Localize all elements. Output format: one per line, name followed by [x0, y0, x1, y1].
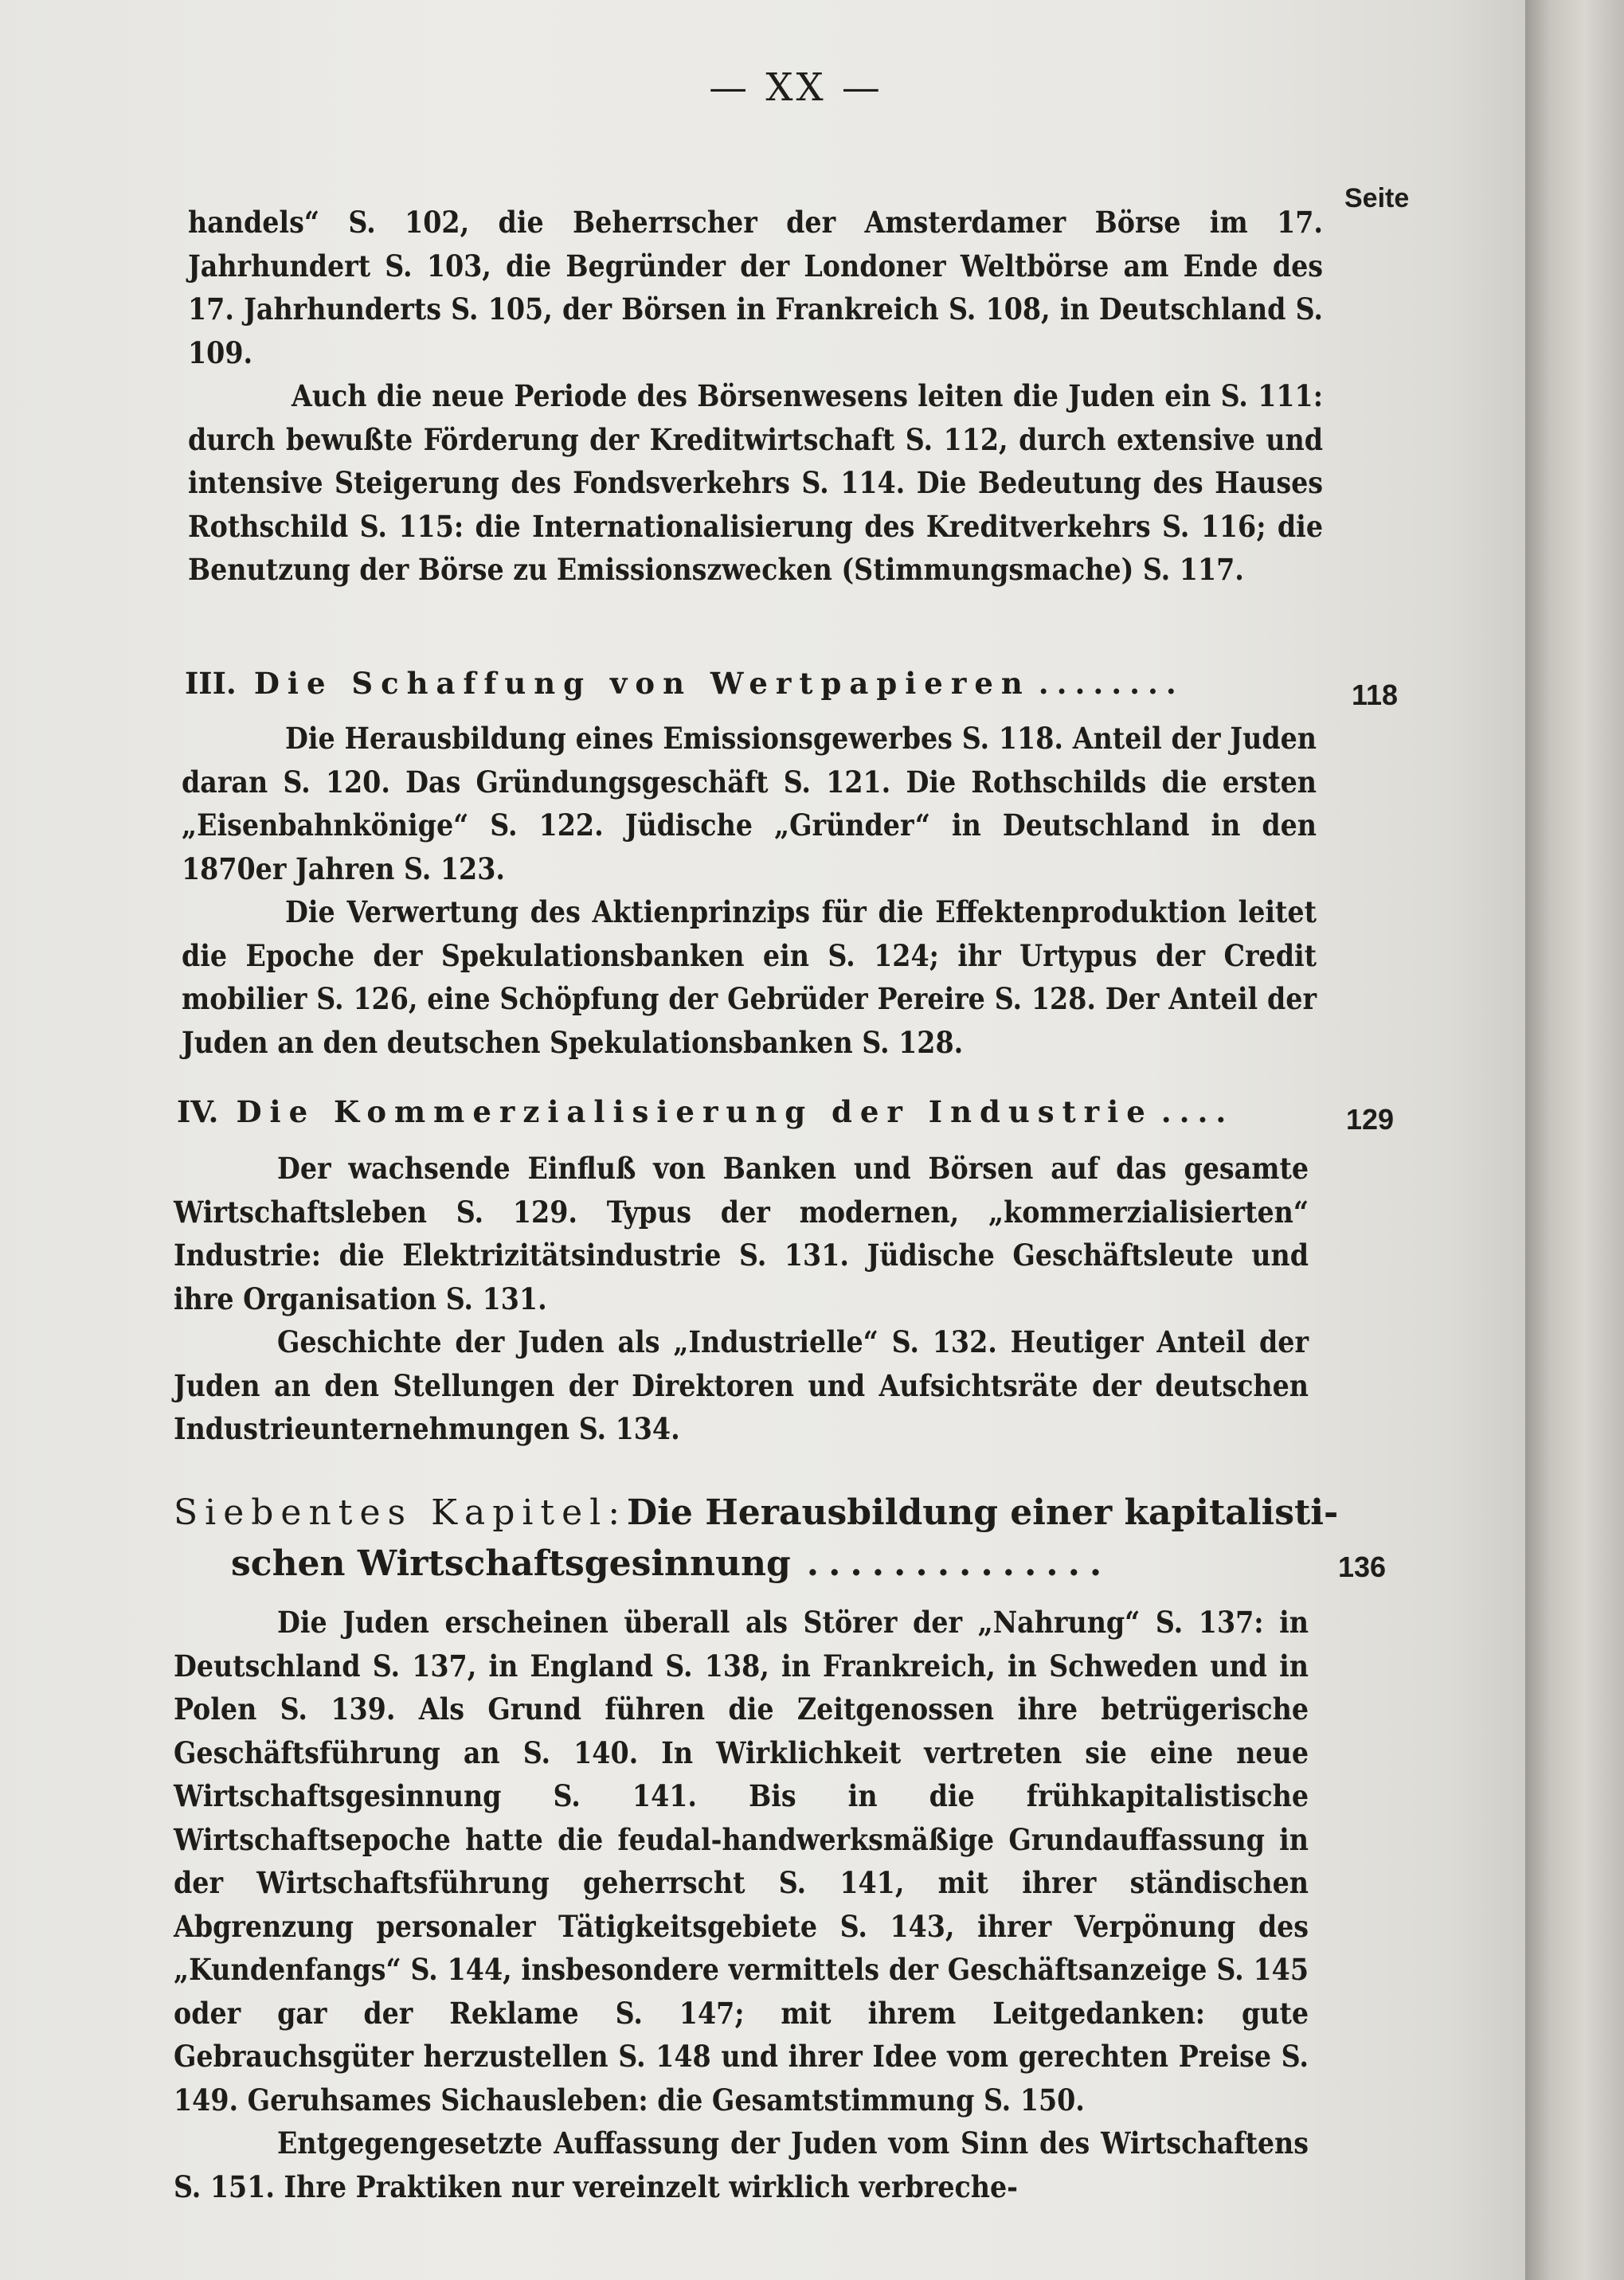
intro-paragraph-2: Auch die neue Periode des Börsenwesens leiten die Juden ein S. 111: durch bewußte Förderung der Kreditwirtschaft S. 112, durch extensive und intensive Steigerung des Fondsverkehrs S. 114. Die Bedeutung des Hauses Rothschild S. 115: die Internationalisierung des Kreditverkehrs S. 116; die Benutzung der Börse zu Emissionszwecken (Stimmungsmache) S. 117. — [188, 378, 1323, 587]
section-3-paragraph-2: Die Verwertung des Aktienprinzips für die Effektenproduktion leitet die Epoche der Spekulationsbanken ein S. 124; ihr Urtypus der Credit mobilier S. 126, eine Schöpfung der Gebrüder Pereire S. 128. Der Anteil der Juden an den deutschen Spekulationsbanken S. 128. — [182, 894, 1317, 1060]
section-3-heading — [185, 666, 1316, 701]
chapter-label: Siebentes Kapitel: — [174, 1492, 628, 1533]
section-4-page-number: 129 — [1346, 1103, 1395, 1136]
section-3-leader-dots: ........ — [1038, 666, 1184, 701]
chapter-body — [174, 1601, 1309, 2208]
chapter-heading — [174, 1488, 1339, 1590]
chapter-title-line-1: Die Herausbildung einer kapitalisti- — [627, 1492, 1339, 1533]
section-4-paragraph-2: Geschichte der Juden als „Industrielle“ S. 132. Heutiger Anteil der Juden an den Stellungen der Direktoren und Aufsichtsräte der deutschen Industrieunternehmungen S. 134. — [174, 1324, 1309, 1446]
chapter-paragraph-2: Entgegengesetzte Auffassung der Juden vom Sinn des Wirtschaftens S. 151. Ihre Praktiken nur vereinzelt wirklich verbreche- — [174, 2126, 1309, 2204]
section-3-page-number: 118 — [1352, 679, 1399, 711]
chapter-page-number: 136 — [1338, 1551, 1387, 1583]
chapter-paragraph-1: Die Juden erscheinen überall als Störer der „Nahrung“ S. 137: in Deutschland S. 137, in England S. 138, in Frankreich, in Schweden und in Polen S. 139. Als Grund führen die Zeitgenossen ihre betrügerische Geschäftsführung an S. 140. In Wirklichkeit vertreten sie eine neue Wirtschaftsgesinnung S. 141. Bis in die frühkapitalistische Wirtschaftsepoche hatte die feudal-handwerksmäßige Grundauffassung in der Wirtschaftsführung geherrscht S. 141, mit ihrer ständischen Abgrenzung personaler Tätigkeitsgebiete S. 143, ihrer Verpönung des „Kundenfangs“ S. 144, insbesondere vermittels der Geschäftsanzeige S. 145 oder gar der Reklame S. 147; mit ihrem Leitgedanken: gute Gebrauchsgüter herzustellen S. 148 und ihrer Idee vom gerechten Preise S. 149. Geruhsames Sichausleben: die Gesamtstimmung S. 150. — [174, 1605, 1309, 2118]
next-page-edge — [1525, 0, 1624, 2280]
section-4-numeral: IV. — [177, 1094, 219, 1129]
section-4-paragraph-1: Der wachsende Einfluß von Banken und Börsen auf das gesamte Wirtschaftsleben S. 129. Typus der modernen, „kommerzialisierten“ Industrie: die Elektrizitätsindustrie S. 131. Jüdische Geschäftsleute und ihre Organisation S. 131. — [174, 1151, 1309, 1316]
section-3-numeral: III. — [185, 666, 237, 701]
intro-paragraph-1: handels“ S. 102, die Beherrscher der Amsterdamer Börse im 17. Jahrhundert S. 103, die Begründer der Londoner Weltbörse am Ende des 17. Jahrhunderts S. 105, der Börsen in Frankreich S. 108, in Deutschland S. 109. — [188, 205, 1323, 370]
section-4-title: Die Kommerzialisierung der Industrie — [236, 1094, 1153, 1129]
chapter-title-line-2: schen Wirtschaftsgesinnung — [231, 1543, 791, 1584]
page-column-label: Seite — [1344, 183, 1410, 213]
section-3-paragraph-1: Die Herausbildung eines Emissionsgewerbes S. 118. Anteil der Juden daran S. 120. Das Gründungsgeschäft S. 121. Die Rothschilds die ersten „Eisenbahnkönige“ S. 122. Jüdische „Gründer“ in Deutschland in den 1870er Jahren S. 123. — [182, 721, 1317, 886]
section-3-title: Die Schaffung von Wertpapieren — [253, 666, 1031, 701]
section-3-body — [182, 717, 1317, 1064]
section-4-body — [174, 1147, 1309, 1451]
intro-block — [188, 201, 1323, 592]
chapter-leader-dots: .............. — [806, 1543, 1112, 1584]
page-header: — XX — — [709, 65, 883, 110]
section-4-leader-dots: .... — [1160, 1094, 1235, 1129]
section-4-heading — [177, 1094, 1312, 1129]
